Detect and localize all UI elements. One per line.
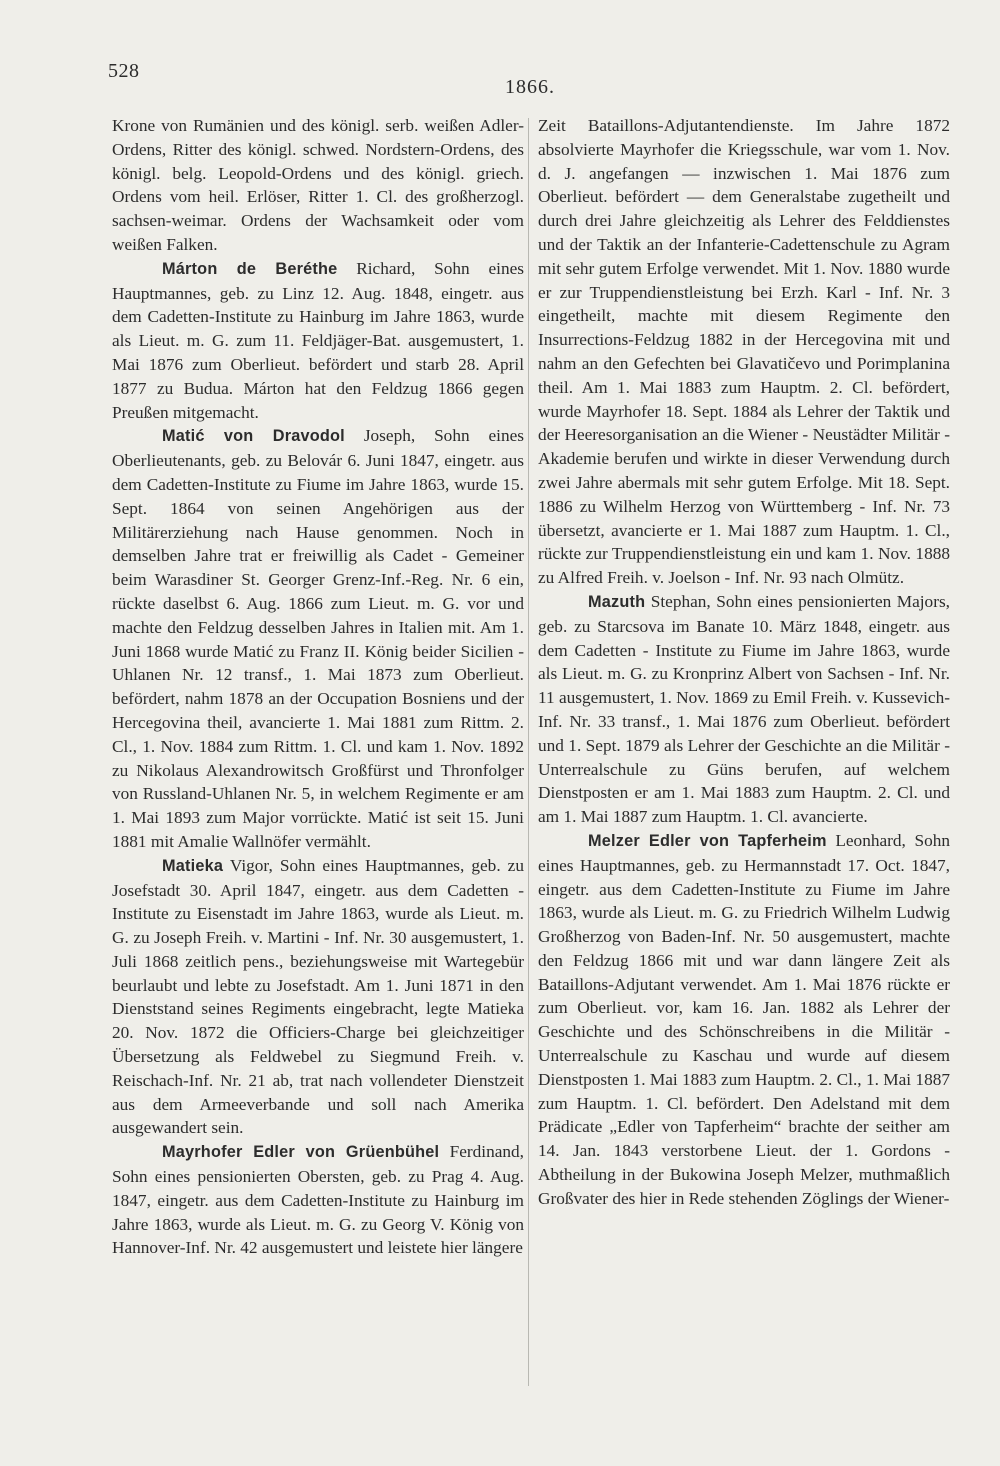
entry-name: Matić von Dravodol — [162, 427, 345, 446]
entry-name: Melzer Edler von Tapferheim — [588, 831, 827, 850]
entry-matieka — [112, 854, 524, 1141]
entry-text: Joseph, Sohn eines Oberlieutenants, geb. zu Belovár 6. Juni 1847, eingetr. aus dem Cadetten-Institute zu Fiume im Jahre 1863, wurde 15. Sept. 1864 von seinen Angehörigen aus der Militärerziehung nach Hause genommen. Noch in demselben Jahre trat er freiwillig als Cadet - Gemeiner beim Warasdiner St. Georger Grenz-Inf.-Reg. Nr. 6 ein, rückte daselbst 6. Aug. 1866 zum Lieut. m. G. vor und machte den Feldzug desselben Jahres in Italien mit. Am 1. Juni 1868 wurde Matić zu Franz II. König beider Sicilien - Uhlanen Nr. 12 transf., 1. Mai 1873 zum Oberlieut. befördert, nahm 1878 an der Occupation Bosniens und der Hercegovina theil, avancierte 1. Mai 1881 zum Rittm. 2. Cl., 1. Nov. 1884 zum Rittm. 1. Cl. und kam 1. Nov. 1892 zu Nikolaus Alexandrowitsch Großfürst und Thronfolger von Russland-Uhlanen Nr. 5, in welchem Regimente er am 1. Mai 1893 zum Major vorrückte. Matić ist seit 15. Juni 1881 mit Amalie Wallnöfer vermählt. — [112, 426, 524, 851]
entry-name: Mayrhofer Edler von Grüenbühel — [162, 1143, 440, 1162]
entry-name: Mazuth — [588, 592, 646, 611]
entry-text: Vigor, Sohn eines Hauptmannes, geb. zu Josefstadt 30. April 1847, eingetr. aus dem Cadetten - Institute zu Eisenstadt im Jahre 1863, wurde als Lieut. m. G. zu Joseph Freih. v. Martini - Inf. Nr. 30 ausgemustert, 1. Juli 1868 zeitlich pens., beziehungsweise mit Wartegebür beurlaubt und lebte zu Josefstadt. Am 1. Juni 1871 in den Dienststand seines Regiments eingebracht, legte Matieka 20. Nov. 1872 die Officiers-Charge bei gleichzeitiger Übersetzung als Feldwebel zu Siegmund Freih. v. Reischach-Inf. Nr. 21 ab, trat nach vollendeter Dienstzeit aus dem Armeeverbande und soll nach Amerika ausgewandert sein. — [112, 855, 524, 1138]
page-number: 528 — [108, 60, 140, 82]
entry-text: Stephan, Sohn eines pensionierten Majors, geb. zu Starcsova im Banate 10. März 1848, eingetr. aus dem Cadetten - Institute zu Fiume im Jahre 1863, wurde als Lieut. m. G. zu Kronprinz Albert von Sachsen - Inf. Nr. 11 ausgemustert, 1. Nov. 1869 zu Emil Freih. v. Kussevich-Inf. Nr. 33 transf., 1. Mai 1876 zum Oberlieut. befördert und 1. Sept. 1879 als Lehrer der Geschichte an die Militär - Unterrealschule zu Güns berufen, auf welchem Dienstposten er am 1. Mai 1883 zum Hauptm. 2. Cl. und am 1. Mai 1887 zum Hauptm. 1. Cl. avancierte. — [538, 591, 950, 827]
left-column — [112, 114, 524, 1260]
entry-text: Ferdinand, Sohn eines pensionierten Obersten, geb. zu Prag 4. Aug. 1847, eingetr. aus dem Cadetten-Institute zu Hainburg im Jahre 1863, wurde als Lieut. m. G. zu Georg V. König von Hannover-Inf. Nr. 42 ausgemustert und leistete hier längere — [112, 1142, 524, 1258]
column-divider — [528, 118, 529, 1386]
entry-text: Richard, Sohn eines Hauptmannes, geb. zu Linz 12. Aug. 1848, eingetr. aus dem Cadetten-Institute zu Hainburg im Jahre 1863, wurde als Lieut. m. G. zum 11. Feldjäger-Bat. ausgemustert, 1. Mai 1876 zum Oberlieut. befördert und starb 28. April 1877 zu Budua. Márton hat den Feldzug 1866 gegen Preußen mitgemacht. — [112, 258, 524, 422]
entry-name: Márton de Beréthe — [162, 259, 338, 278]
paragraph-continuation: Krone von Rumänien und des königl. serb. weißen Adler-Ordens, Ritter des königl. schwed. Nordstern-Ordens, des königl. belg. Leopold-Ordens und des königl. griech. Ordens vom heil. Erlöser, Ritter 1. Cl. des großherzogl. sachsen-weimar. Ordens der Wachsamkeit oder vom weißen Falken. — [112, 116, 524, 254]
entry-name: Matieka — [162, 856, 224, 875]
entry-marton — [112, 257, 524, 425]
entry-mayrhofer — [112, 1140, 524, 1260]
entry-matic — [112, 424, 524, 853]
running-head: 1866. — [505, 76, 555, 98]
entry-mazuth — [538, 590, 950, 829]
entry-text: Leonhard, Sohn eines Hauptmannes, geb. zu Hermannstadt 17. Oct. 1847, eingetr. aus dem Cadetten-Institute zu Fiume im Jahre 1863, wurde als Lieut. m. G. zu Friedrich Wilhelm Ludwig Großherzog von Baden-Inf. Nr. 50 ausgemustert, machte den Feldzug 1866 mit und war dann längere Zeit als Bataillons-Adjutant verwendet. Am 1. Mai 1876 rückte er zum Oberlieut. vor, kam 16. Jan. 1882 als Lehrer der Geschichte und des Schönschreibens in die Militär - Unterrealschule zu Kaschau und wurde auf diesem Dienstposten 1. Mai 1883 zum Hauptm. 2. Cl., 1. Mai 1887 zum Hauptm. 1. Cl. befördert. Den Adelstand mit dem Prädicate „Edler von Tapferheim“ brachte der seither am 14. Jan. 1843 verstorbene Lieut. der 1. Gordons - Abtheilung in der Bukowina Joseph Melzer, muthmaßlich Großvater des hier in Rede stehenden Zöglings der Wiener- — [538, 830, 950, 1208]
right-column — [538, 114, 950, 1211]
paragraph-continuation: Zeit Bataillons-Adjutantendienste. Im Jahre 1872 absolvierte Mayrhofer die Kriegsschule, war vom 1. Nov. d. J. angefangen — inzwischen 1. Mai 1876 zum Oberlieut. befördert — dem Generalstabe zugetheilt und durch drei Jahre gleichzeitig als Lehrer des Felddienstes und der Taktik an der Infanterie-Cadettenschule zu Agram mit sehr gutem Erfolge verwendet. Mit 1. Nov. 1880 wurde er zur Truppendienstleistung bei Erzh. Karl - Inf. Nr. 3 eingetheilt, machte mit diesem Regimente den Insurrections-Feldzug 1882 in der Hercegovina mit und nahm an den Gefechten bei Glavatičevo und Porimplanina theil. Am 1. Mai 1883 zum Hauptm. 2. Cl. befördert, wurde Mayrhofer 18. Sept. 1884 als Lehrer der Taktik und der Heeresorganisation an die Wiener - Neustädter Militär - Akademie berufen und wirkte in dieser Verwendung durch zwei Jahre abermals mit sehr gutem Erfolge. Mit 18. Sept. 1886 zu Wilhelm Herzog von Württemberg - Inf. Nr. 73 übersetzt, avancierte er 1. Mai 1887 zum Hauptm. 1. Cl., rückte zur Truppendienstleistung ein und kam 1. Nov. 1888 zu Alfred Freih. v. Joelson - Inf. Nr. 93 nach Olmütz. — [538, 116, 950, 588]
entry-melzer — [538, 829, 950, 1211]
